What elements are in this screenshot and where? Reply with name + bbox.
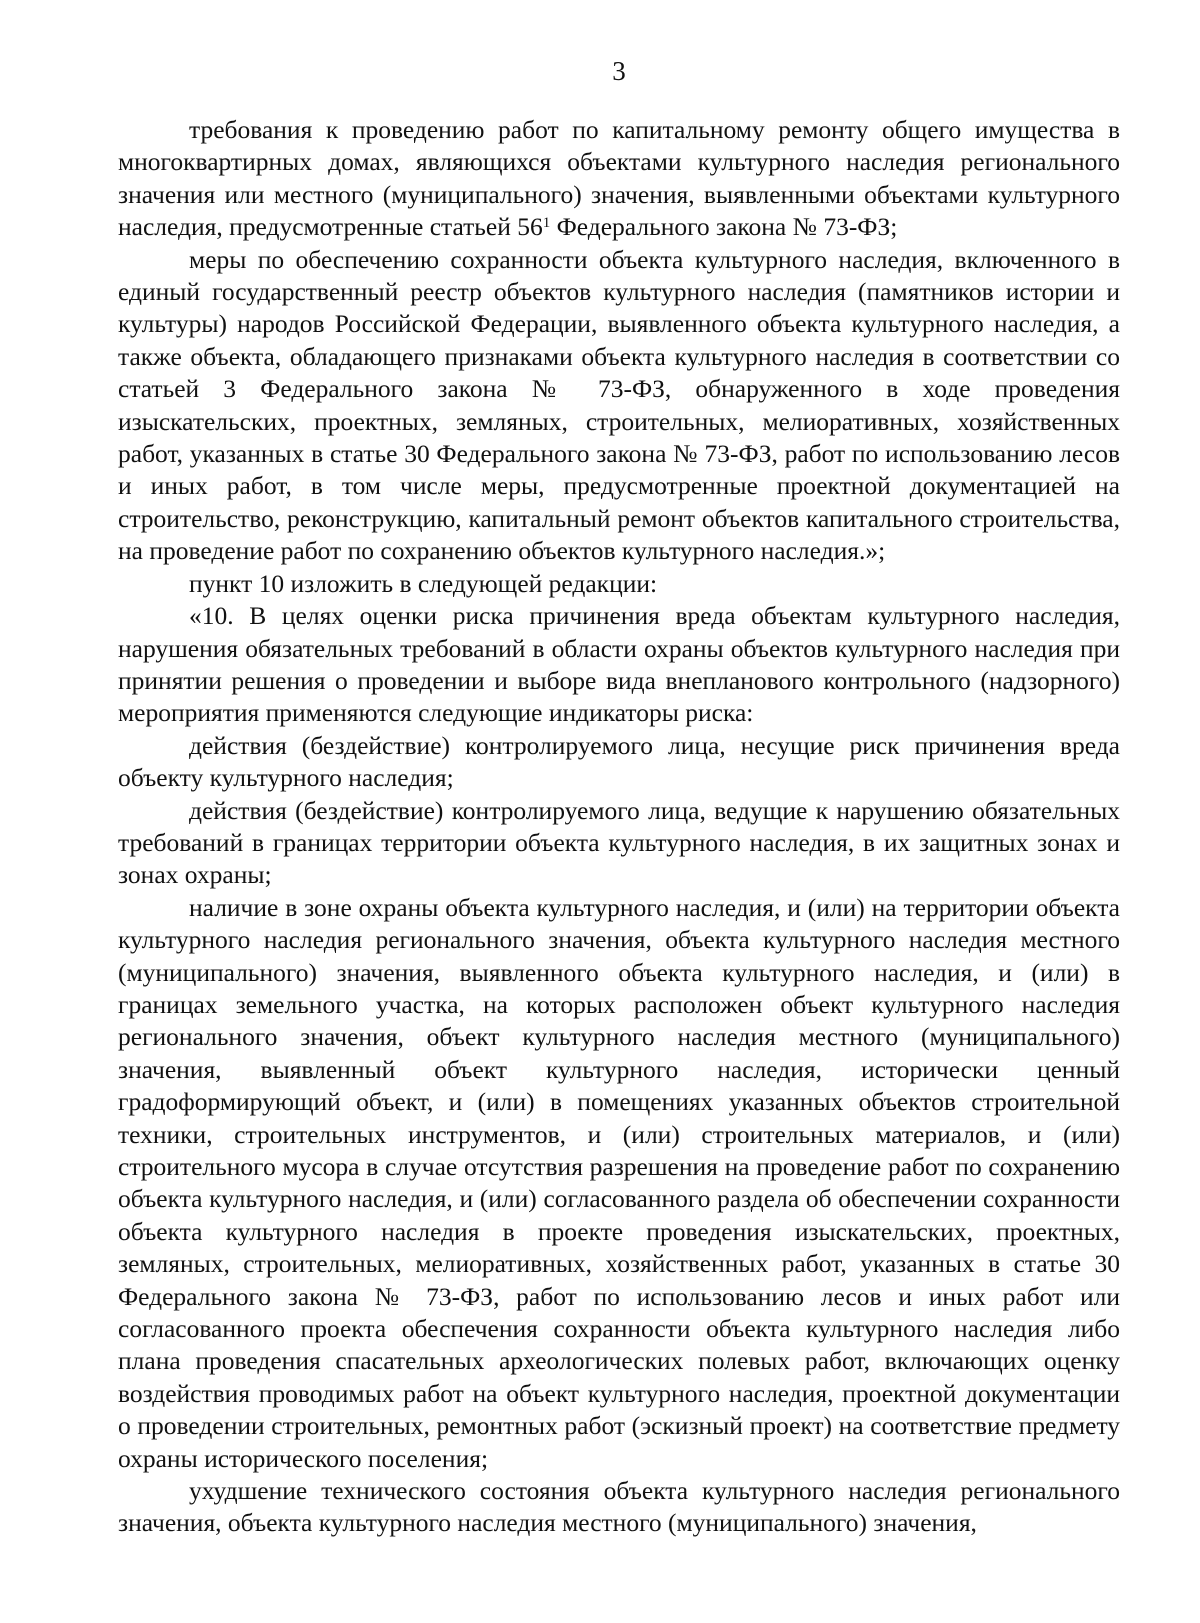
paragraph-risk-indicator-1: действия (бездействие) контролируемого лица, несущие риск причинения вреда объекту культурного наследия; [118, 730, 1120, 793]
paragraph-risk-indicator-2: действия (бездействие) контролируемого лица, ведущие к нарушению обязательных требований в границах территории объекта культурного наследия, в их защитных зонах и зонах охраны; [118, 795, 1120, 890]
paragraph-preservation-measures: меры по обеспечению сохранности объекта культурного наследия, включенного в единый государственный реестр объектов культурного наследия (памятников истории и культуры) народов Российской Федерации, выявленного объекта культурного наследия, а также объекта, обладающего признаками объекта культурного наследия в соответствии со статьей 3 Федерального закона № 73-ФЗ, обнаруженного в ходе проведения изыскательских, проектных, земляных, строительных, мелиоративных, хозяйственных работ, указанных в статье 30 Федерального закона № 73-ФЗ, работ по использованию лесов и иных работ, в том числе меры, предусмотренные проектной документацией на строительство, реконструкцию, капитальный ремонт объектов капитального строительства, на проведение работ по сохранению объектов культурного наследия.»; [118, 244, 1120, 566]
paragraph-risk-indicator-4: ухудшение технического состояния объекта культурного наследия регионального значения, объекта культурного наследия местного (муниципального) значения, [118, 1476, 1120, 1538]
page-number: 3 [612, 56, 626, 86]
document-page [118, 50, 1120, 1540]
paragraph-risk-indicator-3: наличие в зоне охраны объекта культурного наследия, и (или) на территории объекта культурного наследия регионального значения, объекта культурного наследия местного (муниципального) значения, выявленного объекта культурного наследия, и (или) в границах земельного участка, на которых расположен объект культурного наследия регионального значения, объект культурного наследия местного (муниципального) значения, выявленный объект культурного наследия, исторически ценный градоформирующий объект, и (или) в помещениях указанных объектов строительной техники, строительных инструментов, и (или) строительных материалов, и (или) строительного мусора в случае отсутствия разрешения на проведение работ по сохранению объекта культурного наследия, и (или) согласованного раздела об обеспечении сохранности объекта культурного наследия в проекте проведения изыскательских, проектных, земляных, строительных, мелиоративных, хозяйственных работ, указанных в статье 30 Федерального закона № 73-ФЗ, работ по использованию лесов и иных работ или согласованного проекта обеспечения сохранности объекта культурного наследия либо плана проведения спасательных археологических полевых работ, включающих оценку воздействия проводимых работ на объект культурного наследия, проектной документации о проведении строительных, ремонтных работ (эскизный проект) на соответствие предмету охраны исторического поселения; [118, 892, 1120, 1473]
paragraph-text-tail: Федерального закона № 73-ФЗ; [550, 212, 898, 242]
paragraph-text: требования к проведению работ по капитальному ремонту общего имущества в многоквартирных домах, являющихся объектами культурного наследия регионального значения или местного (муниципального) значения, выявленными объектами культурного наследия, предусмотренные статьей 56 [118, 115, 1120, 242]
paragraph-item-10: «10. В целях оценки риска причинения вреда объектам культурного наследия, нарушения обязательных требований в области охраны объектов культурного наследия при принятии решения о проведении и выборе вида внепланового контрольного (надзорного) мероприятия применяются следующие индикаторы риска: [118, 601, 1120, 728]
article-superscript: 1 [542, 214, 551, 231]
paragraph-item-10-intro: пункт 10 изложить в следующей редакции: [189, 568, 658, 598]
paragraph-repair-requirements [118, 114, 1120, 244]
